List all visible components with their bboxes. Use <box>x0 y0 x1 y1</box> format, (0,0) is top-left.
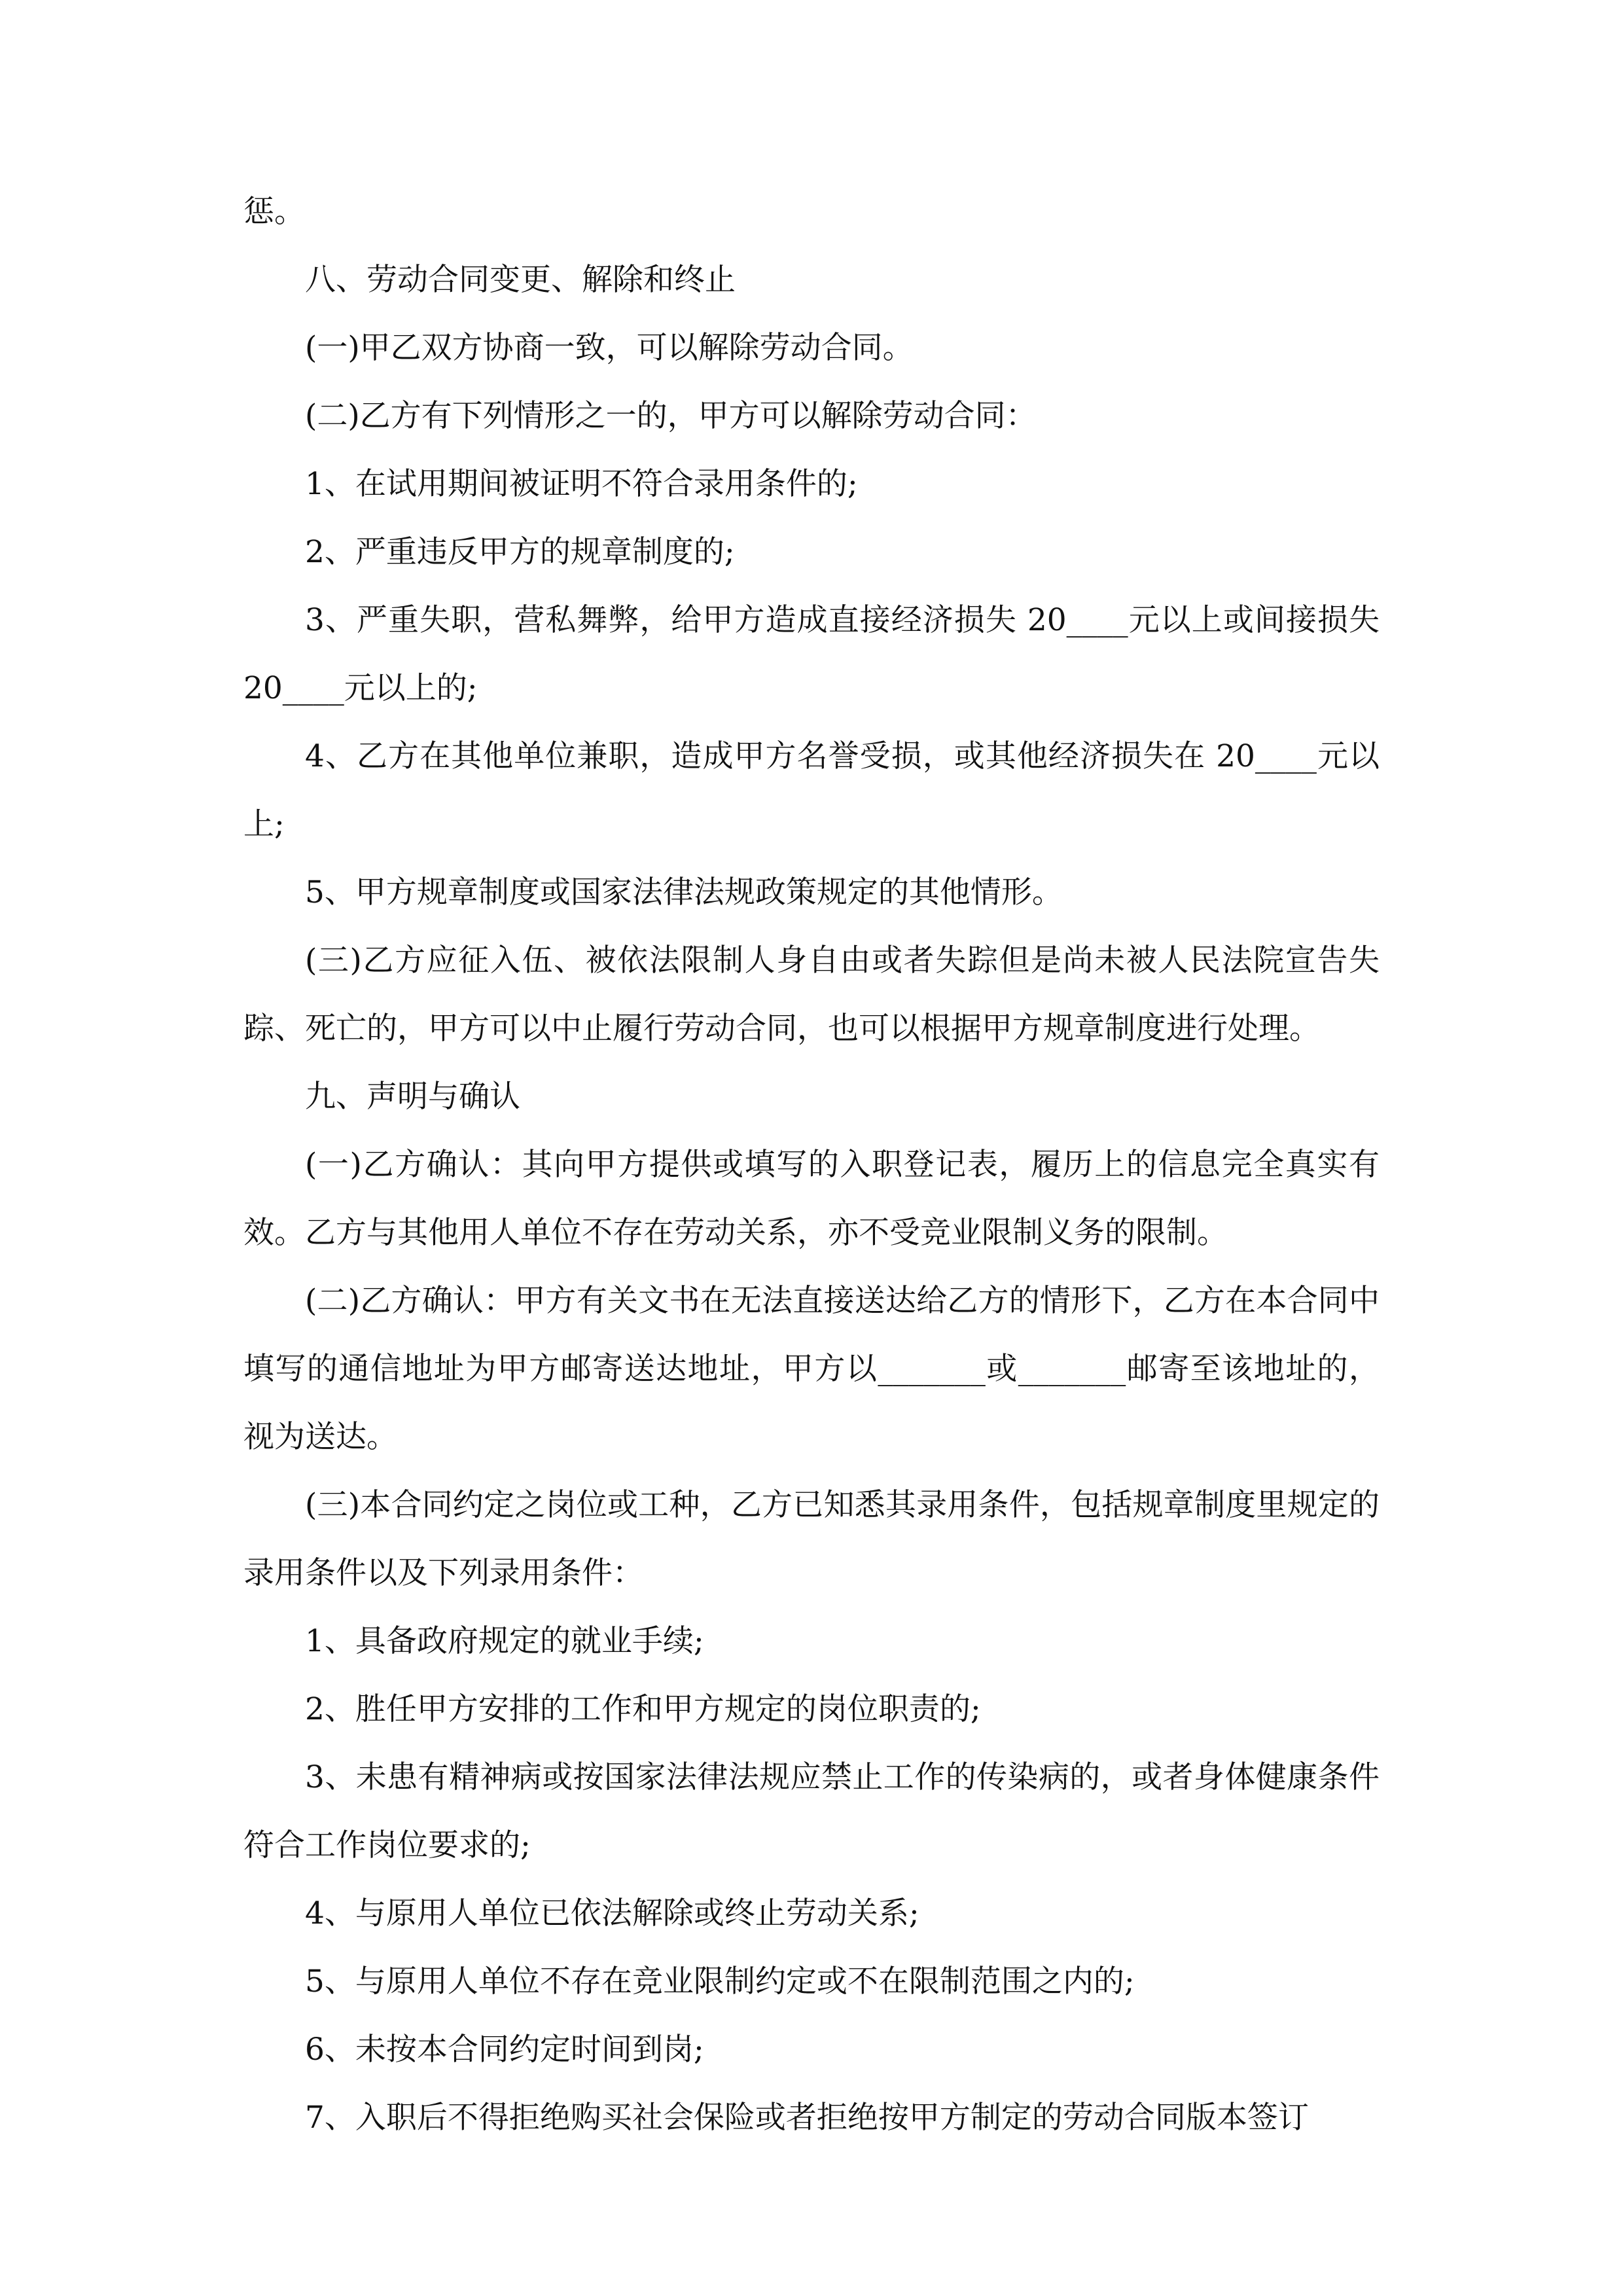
list-item: 2、严重违反甲方的规章制度的; <box>305 534 735 570</box>
list-item: 3、未患有精神病或按国家法律法规应禁止工作的传染病的，或者身体健康条件符合工作岗位要求的; <box>243 1759 1380 1863</box>
paragraph: (一)甲乙双方协商一致，可以解除劳动合同。 <box>305 330 914 366</box>
paragraph: (二)乙方确认：甲方有关文书在无法直接送达给乙方的情形下，乙方在本合同中填写的通信地址为甲方邮寄送达地址，甲方以_______或_______邮寄至该地址的，视为送达。 <box>243 1283 1380 1455</box>
document-body <box>243 178 1380 2152</box>
list-item: 5、与原用人单位不存在竞业限制约定或不在限制范围之内的; <box>305 1964 1135 2000</box>
list-item: 4、与原用人单位已依法解除或终止劳动关系; <box>305 1895 919 1931</box>
list-item: 5、甲方规章制度或国家法律法规政策规定的其他情形。 <box>305 874 1063 910</box>
list-item: 1、在试用期间被证明不符合录用条件的; <box>305 466 858 502</box>
paragraph: (三)本合同约定之岗位或工种，乙方已知悉其录用条件，包括规章制度里规定的录用条件以及下列录用条件： <box>243 1487 1380 1591</box>
paragraph: (三)乙方应征入伍、被依法限制人身自由或者失踪但是尚未被人民法院宣告失踪、死亡的，甲方可以中止履行劳动合同，也可以根据甲方规章制度进行处理。 <box>243 942 1380 1047</box>
paragraph: (二)乙方有下列情形之一的，甲方可以解除劳动合同： <box>305 398 1037 434</box>
list-item: 6、未按本合同约定时间到岗; <box>305 2032 704 2068</box>
list-item: 3、严重失职，营私舞弊，给甲方造成直接经济损失 20____元以上或间接损失 20____元以上的; <box>243 602 1380 706</box>
list-item: 4、乙方在其他单位兼职，造成甲方名誉受损，或其他经济损失在 20____元以上; <box>243 738 1380 842</box>
list-item: 1、具备政府规定的就业手续; <box>305 1623 704 1659</box>
section-heading: 九、声明与确认 <box>305 1079 520 1115</box>
paragraph: 惩。 <box>243 194 305 230</box>
paragraph: (一)乙方确认：其向甲方提供或填写的入职登记表，履历上的信息完全真实有效。乙方与其他用人单位不存在劳动关系，亦不受竞业限制义务的限制。 <box>243 1147 1380 1251</box>
list-item: 7、入职后不得拒绝购买社会保险或者拒绝按甲方制定的劳动合同版本签订 <box>305 2100 1309 2136</box>
section-heading: 八、劳动合同变更、解除和终止 <box>305 262 736 298</box>
list-item: 2、胜任甲方安排的工作和甲方规定的岗位职责的; <box>305 1691 981 1727</box>
